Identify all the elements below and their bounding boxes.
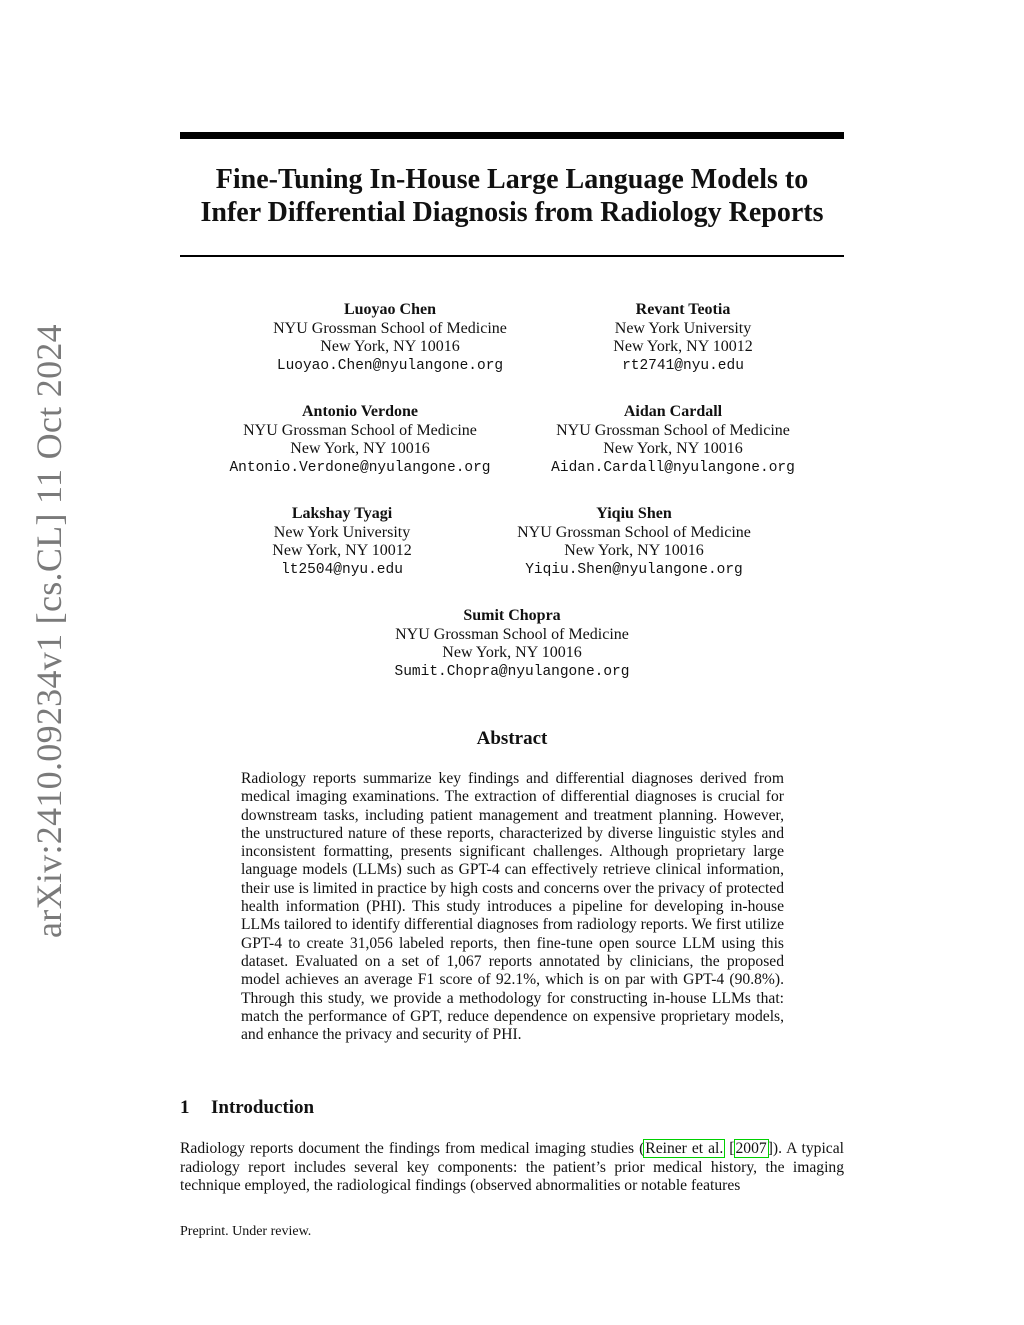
title-bottom-rule	[180, 255, 844, 257]
page-footer-note: Preprint. Under review.	[180, 1224, 312, 1239]
author-affiliation: NYU Grossman School of Medicine	[517, 523, 751, 541]
author-affiliation: New York University	[614, 319, 752, 337]
author-address: New York, NY 10016	[603, 440, 743, 457]
author-email[interactable]: Luoyao.Chen@nyulangone.org	[276, 357, 504, 374]
section-number: 1	[180, 1097, 190, 1118]
author-address: New York, NY 10016	[564, 542, 704, 559]
author-email[interactable]: rt2741@nyu.edu	[622, 357, 744, 374]
author-block	[220, 403, 500, 477]
author-email[interactable]: Yiqiu.Shen@nyulangone.org	[525, 561, 743, 578]
author-address: New York, NY 10016	[320, 338, 460, 355]
author-block	[382, 607, 642, 681]
abstract-heading: Abstract	[476, 728, 548, 749]
author-block	[240, 301, 540, 375]
author-email[interactable]: lt2504@nyu.edu	[281, 561, 403, 578]
citation-author-link[interactable]: Reiner et al.	[645, 1140, 724, 1157]
intro-text-before: Radiology reports document the findings from medical imaging studies (	[180, 1140, 645, 1157]
introduction-paragraph: Radiology reports document the findings from medical imaging studies (Reiner et al. [2007]). A typical radiology report includes several key components: the patient’s prior medical history, the imaging technique employed, the radiological findings (observed abnormalities or notable features	[180, 1140, 844, 1194]
author-email[interactable]: Aidan.Cardall@nyulangone.org	[551, 459, 795, 476]
abstract-text: Radiology reports summarize key findings and differential diagnoses derived from medical imaging examinations. The extraction of differential diagnoses is crucial for downstream tasks, including patient management and treatment planning. However, the unstructured nature of these reports, characterized by diverse linguistic styles and inconsistent formatting, presents significant challenges. Although proprietary large language models (LLMs) such as GPT-4 can effectively retrieve clinical information, their use is limited in practice by high costs and concerns over the privacy of protected health information (PHI). This study introduces a pipeline for developing in-house LLMs tailored to identify differential diagnoses from radiology reports. We first utilize GPT-4 to create 31,056 labeled reports, then fine-tune open source LLM using this dataset. Evaluated on a set of 1,067 reports annotated by clinicians, the proposed model achieves an average F1 score of 92.1%, which is on par with GPT-4 (90.8%). Through this study, we provide a methodology for constructing in-house LLMs that: match the performance of GPT, reduce dependence on expensive proprietary models, and enhance the privacy and security of PHI.	[241, 770, 784, 1044]
citation-year-link[interactable]: 2007	[735, 1140, 767, 1157]
section-title: Introduction	[211, 1097, 315, 1118]
title-line-1: Fine-Tuning In-House Large Language Models to	[215, 164, 809, 195]
author-address: New York, NY 10016	[442, 644, 582, 661]
title-top-rule	[180, 132, 844, 139]
author-name: Antonio Verdone	[301, 403, 419, 420]
author-affiliation: NYU Grossman School of Medicine	[243, 421, 477, 439]
author-name: Luoyao Chen	[343, 301, 437, 318]
author-block	[563, 301, 803, 375]
author-name: Revant Teotia	[635, 301, 731, 318]
author-block	[542, 403, 804, 477]
author-address: New York, NY 10012	[272, 542, 412, 559]
author-email[interactable]: Antonio.Verdone@nyulangone.org	[229, 459, 491, 476]
author-address: New York, NY 10016	[290, 440, 430, 457]
author-affiliation: NYU Grossman School of Medicine	[273, 319, 507, 337]
author-address: New York, NY 10012	[613, 338, 753, 355]
author-affiliation: New York University	[273, 523, 411, 541]
author-name: Aidan Cardall	[623, 403, 723, 420]
author-name: Sumit Chopra	[463, 607, 561, 624]
author-affiliation: NYU Grossman School of Medicine	[556, 421, 790, 439]
author-name: Yiqiu Shen	[596, 505, 672, 522]
intro-text-after: ). A typical radiology report includes several key components: the patient’s prior medical history, the imaging technique employed, the radiological findings (observed abnormalities or notable features	[180, 1140, 844, 1194]
author-name: Lakshay Tyagi	[291, 505, 393, 522]
author-block	[504, 505, 764, 579]
title-line-2: Infer Differential Diagnosis from Radiology Reports	[200, 197, 824, 228]
section-heading	[180, 1097, 844, 1119]
author-block	[255, 505, 429, 579]
arxiv-identifier-stamp: arXiv:2410.09234v1 [cs.CL] 11 Oct 2024	[29, 324, 69, 938]
paper-title	[180, 163, 844, 229]
author-email[interactable]: Sumit.Chopra@nyulangone.org	[394, 663, 630, 680]
author-affiliation: NYU Grossman School of Medicine	[395, 625, 629, 643]
